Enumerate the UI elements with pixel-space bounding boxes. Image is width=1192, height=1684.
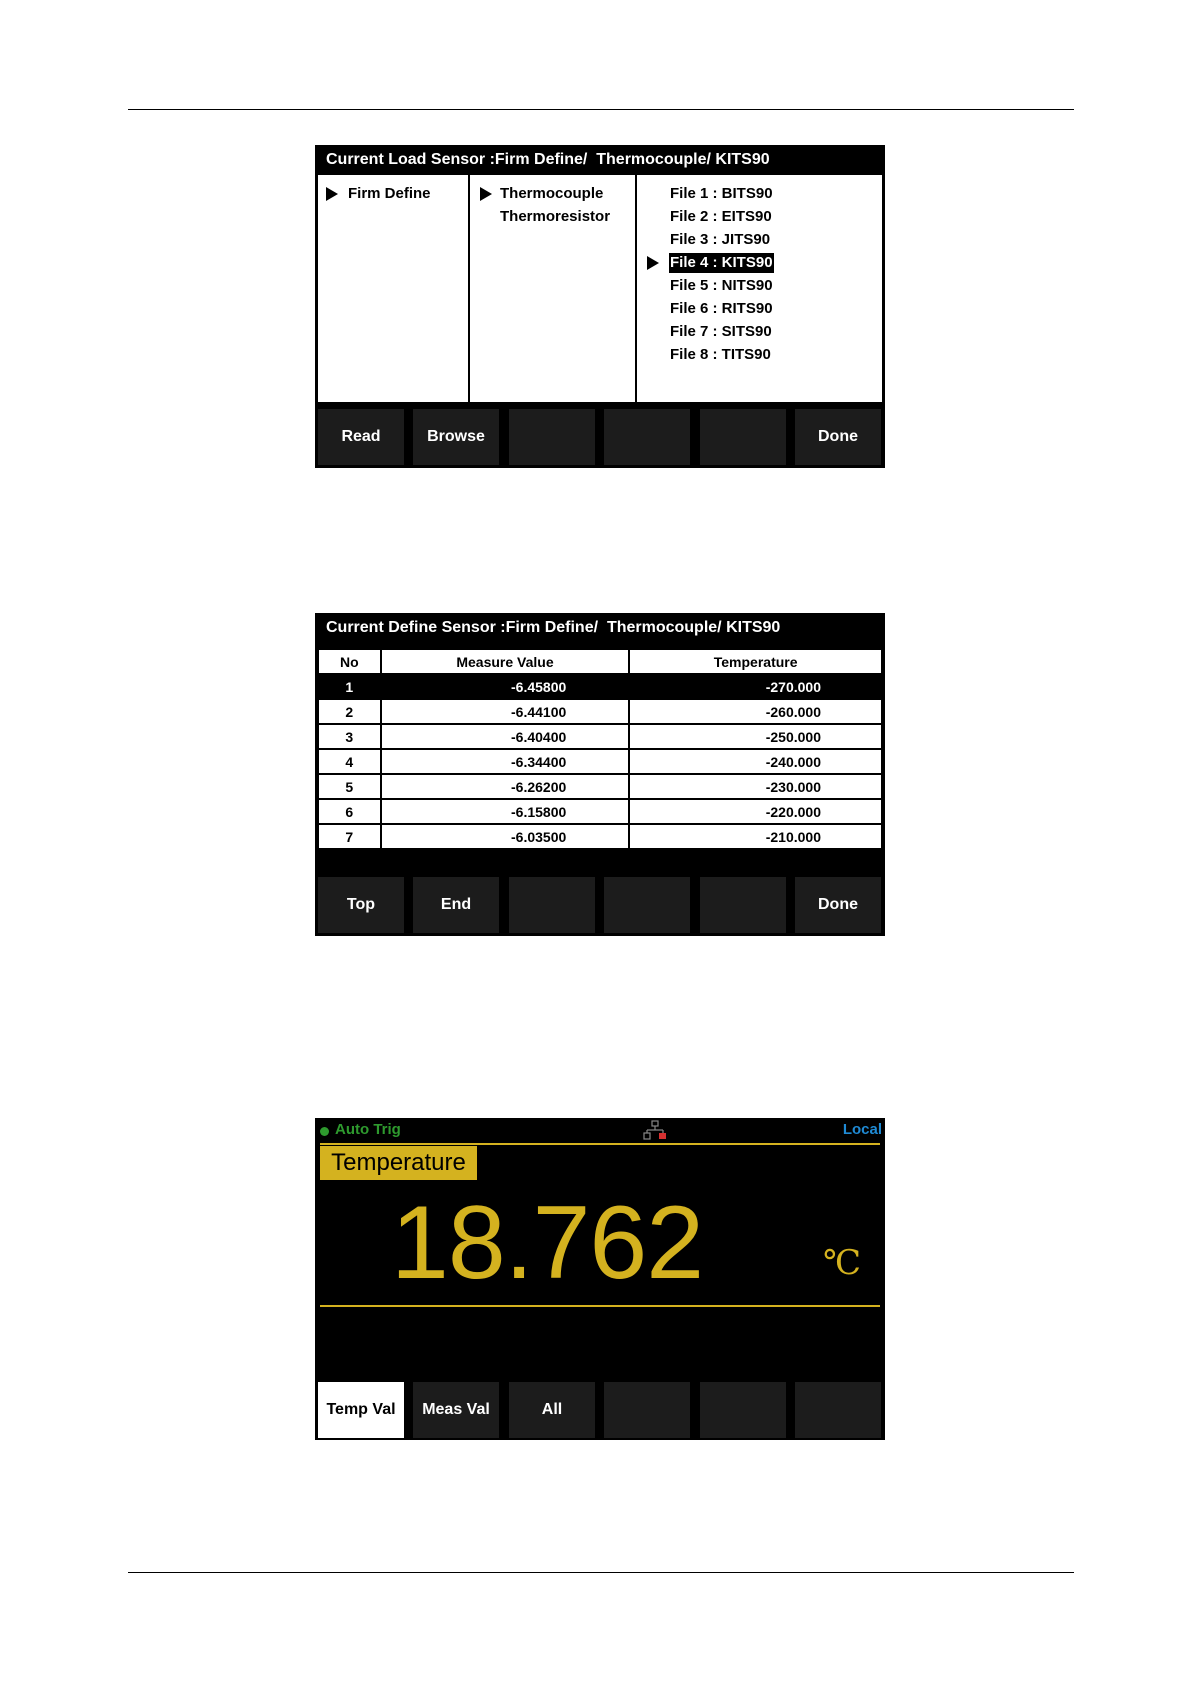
cell-no: 6 — [318, 799, 381, 824]
softkey-4[interactable] — [604, 877, 690, 933]
softkey-3[interactable] — [509, 877, 595, 933]
cell-temperature: -250.000 — [629, 724, 882, 749]
trigger-status: Auto Trig — [335, 1121, 401, 1138]
reading-value: 18.762 — [391, 1185, 704, 1301]
screen-title: Current Define Sensor :Firm Define/ Thermocouple/ KITS90 — [326, 619, 781, 636]
status-divider — [320, 1143, 880, 1145]
cell-temperature: -270.000 — [629, 674, 882, 699]
read-button[interactable]: Read — [318, 409, 404, 465]
softkey-6[interactable] — [795, 1382, 881, 1438]
end-button[interactable]: End — [413, 877, 499, 933]
table-row[interactable] — [318, 749, 882, 774]
softkey-3[interactable] — [509, 409, 595, 465]
screen-title: Current Load Sensor :Firm Define/ Thermocouple/ KITS90 — [326, 151, 770, 168]
done-button[interactable]: Done — [795, 877, 881, 933]
cell-measure-value: -6.44100 — [381, 699, 630, 724]
table-header — [318, 649, 882, 674]
footer-rule — [128, 1572, 1074, 1573]
softkey-4[interactable] — [604, 1382, 690, 1438]
menu-item-firm-define[interactable]: Firm Define — [348, 185, 431, 202]
table-row[interactable] — [318, 774, 882, 799]
define-sensor-screen — [315, 613, 885, 936]
column-header-no: No — [318, 649, 381, 674]
cell-measure-value: -6.15800 — [381, 799, 630, 824]
select-arrow-icon — [326, 187, 338, 201]
status-bar — [315, 1118, 885, 1142]
softkey-5[interactable] — [700, 409, 786, 465]
column-header-temperature: Temperature — [629, 649, 882, 674]
cell-measure-value: -6.40400 — [381, 724, 630, 749]
trigger-indicator-icon — [320, 1127, 329, 1136]
cell-temperature: -260.000 — [629, 699, 882, 724]
column-header-measure-value: Measure Value — [381, 649, 630, 674]
softkey-4[interactable] — [604, 409, 690, 465]
function-label: Temperature — [320, 1146, 477, 1180]
sensor-table — [317, 648, 883, 850]
meas-val-button[interactable]: Meas Val — [413, 1382, 499, 1438]
cell-temperature: -230.000 — [629, 774, 882, 799]
cell-measure-value: -6.03500 — [381, 824, 630, 849]
cell-temperature: -220.000 — [629, 799, 882, 824]
table-row[interactable] — [318, 799, 882, 824]
table-row[interactable] — [318, 699, 882, 724]
cell-no: 3 — [318, 724, 381, 749]
temperature-unit: ℃ — [823, 1243, 862, 1283]
menu-item-thermocouple[interactable]: Thermocouple — [500, 185, 604, 202]
file-item[interactable]: File 2 : EITS90 — [670, 208, 772, 225]
cell-no: 1 — [318, 674, 381, 699]
softkey-5[interactable] — [700, 877, 786, 933]
temp-val-button[interactable]: Temp Val — [318, 1382, 404, 1438]
header-rule — [128, 109, 1074, 110]
cell-measure-value: -6.34400 — [381, 749, 630, 774]
file-item[interactable]: File 7 : SITS90 — [670, 323, 772, 340]
top-button[interactable]: Top — [318, 877, 404, 933]
category-panel — [318, 175, 468, 402]
table-row[interactable] — [318, 824, 882, 849]
softkey-bar — [315, 409, 885, 465]
reading-divider — [320, 1305, 880, 1307]
load-sensor-screen — [315, 145, 885, 468]
cell-measure-value: -6.26200 — [381, 774, 630, 799]
select-arrow-icon — [647, 256, 659, 270]
cell-no: 2 — [318, 699, 381, 724]
done-button[interactable]: Done — [795, 409, 881, 465]
softkey-bar — [315, 1382, 885, 1438]
softkey-bar — [315, 877, 885, 933]
file-panel — [637, 175, 882, 402]
all-button[interactable]: All — [509, 1382, 595, 1438]
file-item[interactable]: File 1 : BITS90 — [670, 185, 773, 202]
cell-no: 4 — [318, 749, 381, 774]
select-arrow-icon — [480, 187, 492, 201]
table-row[interactable] — [318, 674, 882, 699]
file-item[interactable]: File 8 : TITS90 — [670, 346, 771, 363]
remote-mode-status: Local — [842, 1121, 882, 1138]
softkey-5[interactable] — [700, 1382, 786, 1438]
cell-measure-value: -6.45800 — [381, 674, 630, 699]
cell-temperature: -210.000 — [629, 824, 882, 849]
cell-no: 5 — [318, 774, 381, 799]
file-item[interactable]: File 6 : RITS90 — [670, 300, 773, 317]
cell-no: 7 — [318, 824, 381, 849]
file-item[interactable]: File 3 : JITS90 — [670, 231, 771, 248]
measurement-screen — [315, 1118, 885, 1440]
network-icon — [643, 1120, 667, 1141]
file-item[interactable]: File 5 : NITS90 — [670, 277, 773, 294]
type-panel — [470, 175, 635, 402]
file-item-selected[interactable]: File 4 : KITS90 — [670, 254, 773, 271]
browse-button[interactable]: Browse — [413, 409, 499, 465]
cell-temperature: -240.000 — [629, 749, 882, 774]
table-row[interactable] — [318, 724, 882, 749]
menu-item-thermoresistor[interactable]: Thermoresistor — [500, 208, 611, 225]
